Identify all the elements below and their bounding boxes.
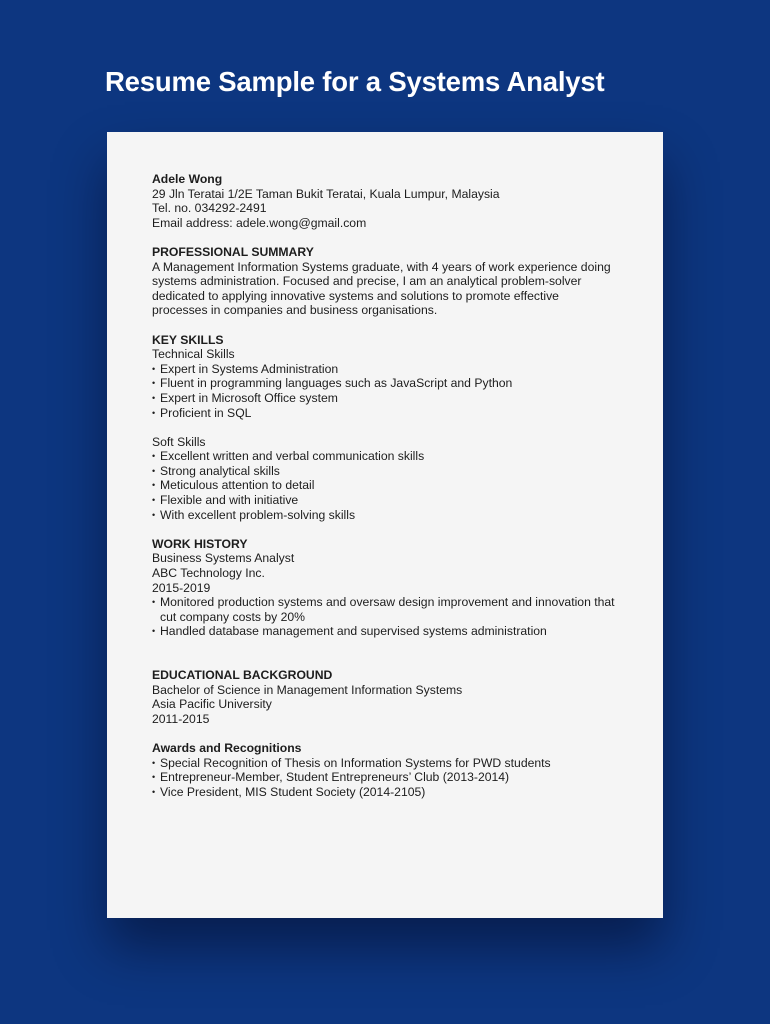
soft-skills-list	[152, 449, 643, 522]
candidate-name: Adele Wong	[152, 172, 223, 186]
list-item: • Vice President, MIS Student Society (2014-2105)	[152, 785, 643, 800]
list-item: • Strong analytical skills	[152, 464, 643, 479]
list-item: • Excellent written and verbal communication skills	[152, 449, 643, 464]
summary-line: systems administration. Focused and precise, I am an analytical problem-solver	[152, 274, 582, 289]
list-item: • Flexible and with initiative	[152, 493, 643, 508]
resume-document	[107, 132, 663, 918]
awards-section	[152, 741, 643, 799]
company: ABC Technology Inc.	[152, 566, 265, 581]
address: 29 Jln Teratai 1/2E Taman Bukit Teratai, Kuala Lumpur, Malaysia	[152, 186, 500, 201]
education-section	[152, 668, 643, 726]
list-item: • Entrepreneur-Member, Student Entrepreneurs’ Club (2013-2014)	[152, 770, 643, 785]
work-heading: WORK HISTORY	[152, 536, 248, 551]
list-item: • Special Recognition of Thesis on Information Systems for PWD students	[152, 756, 643, 771]
summary-line: processes in companies and business organisations.	[152, 303, 438, 318]
list-item: • Expert in Systems Administration	[152, 362, 643, 377]
list-item: • Expert in Microsoft Office system	[152, 391, 643, 406]
contact-section	[152, 172, 643, 230]
technical-skills-list	[152, 362, 643, 420]
work-years: 2015-2019	[152, 580, 211, 595]
school: Asia Pacific University	[152, 697, 272, 712]
soft-skills-label: Soft Skills	[152, 434, 206, 449]
work-bullets	[152, 595, 643, 639]
phone: Tel. no. 034292-2491	[152, 201, 267, 216]
list-item: • Fluent in programming languages such as JavaScript and Python	[152, 376, 643, 391]
education-years: 2011-2015	[152, 711, 210, 726]
email: Email address: adele.wong@gmail.com	[152, 215, 367, 230]
education-heading: EDUCATIONAL BACKGROUND	[152, 668, 333, 683]
list-item: • Proficient in SQL	[152, 406, 643, 421]
skills-heading: KEY SKILLS	[152, 332, 224, 347]
summary-heading: PROFESSIONAL SUMMARY	[152, 244, 314, 259]
skills-section	[152, 333, 643, 523]
summary-section	[152, 245, 643, 318]
work-section	[152, 537, 643, 639]
awards-heading: Awards and Recognitions	[152, 741, 302, 756]
degree: Bachelor of Science in Management Information Systems	[152, 682, 463, 697]
list-item: • With excellent problem-solving skills	[152, 508, 643, 523]
summary-line: A Management Information Systems graduate, with 4 years of work experience doing	[152, 259, 611, 274]
summary-line: dedicated to applying innovative systems and solutions to promote effective	[152, 288, 559, 303]
list-item: • Monitored production systems and oversaw design improvement and innovation that cut company costs by 20%	[152, 595, 630, 624]
list-item: • Handled database management and supervised systems administration	[152, 624, 643, 639]
page-title: Resume Sample for a Systems Analyst	[105, 66, 605, 97]
technical-skills-label: Technical Skills	[152, 347, 235, 362]
awards-list	[152, 756, 643, 800]
list-item: • Meticulous attention to detail	[152, 478, 643, 493]
job-role: Business Systems Analyst	[152, 551, 295, 566]
